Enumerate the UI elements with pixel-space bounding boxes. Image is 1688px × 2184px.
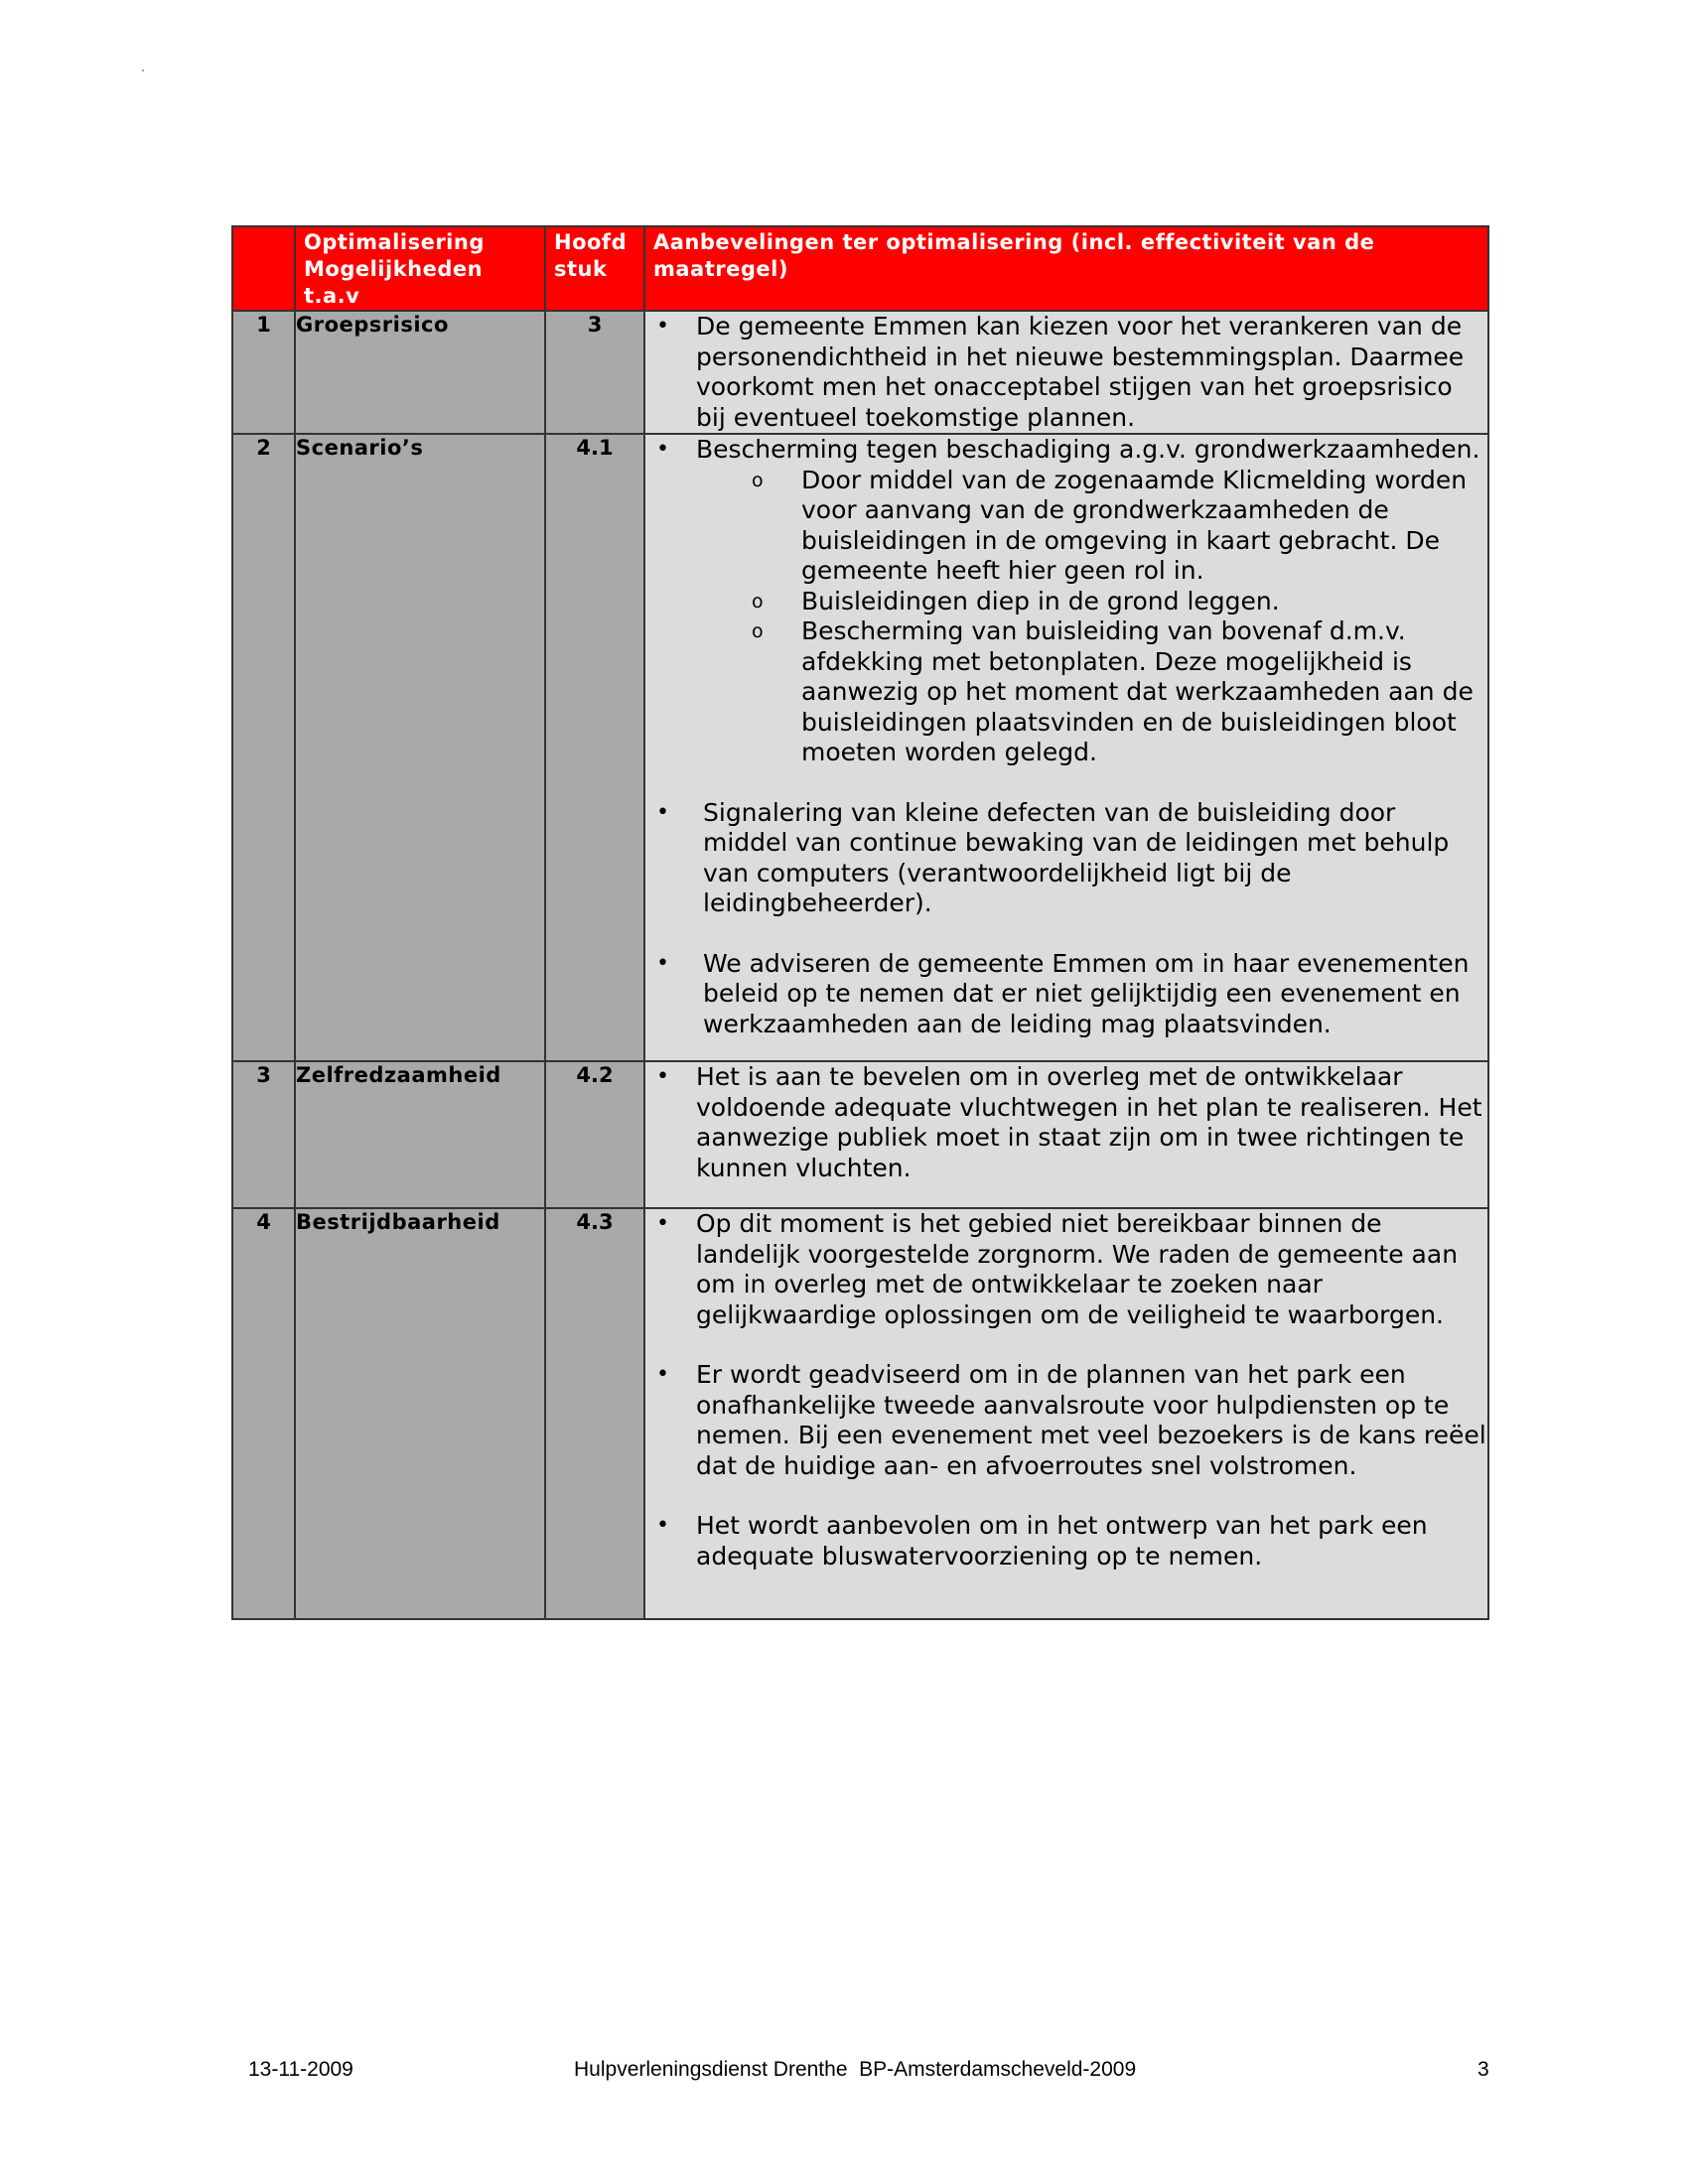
row-recommendations bbox=[644, 311, 1488, 434]
recommendations-table bbox=[231, 225, 1489, 1620]
bullet-item: • Signalering van kleine defecten van de buisleiding door middel van continue bewaking van de leidingen met behulp van computers (verantwoordelijkheid ligt bij de leidingbeheerder). bbox=[645, 798, 1487, 919]
header-number bbox=[232, 226, 295, 311]
table-header-row bbox=[232, 226, 1488, 311]
row-topic: Bestrijdbaarheid bbox=[295, 1208, 545, 1619]
row-number: 1 bbox=[232, 311, 295, 434]
sub-bullet-list bbox=[696, 466, 1487, 768]
row-recommendations bbox=[644, 1208, 1488, 1619]
row-chapter: 4.1 bbox=[545, 434, 644, 1061]
bullet-text: Bescherming tegen beschadiging a.g.v. grondwerkzaamheden. bbox=[696, 435, 1480, 464]
footer-date: 13-11-2009 bbox=[248, 2058, 353, 2081]
row-chapter: 3 bbox=[545, 311, 644, 434]
header-chapter: Hoofd stuk bbox=[545, 226, 644, 311]
row-topic: Scenario’s bbox=[295, 434, 545, 1061]
header-topic: Optimalisering Mogelijkheden t.a.v bbox=[295, 226, 545, 311]
footer-title: Hulpverleningsdienst Drenthe BP-Amsterdamscheveld-2009 bbox=[574, 2058, 1137, 2081]
row-number: 2 bbox=[232, 434, 295, 1061]
sub-bullet-item: o Bescherming van buisleiding van bovenaf d.m.v. afdekking met betonplaten. Deze mogelijkheid is aanwezig op het moment dat werkzaamheden aan de buisleidingen plaatsvinden en de buisleidingen bloot moeten worden gelegd. bbox=[696, 616, 1487, 768]
sub-bullet-item: o Buisleidingen diep in de grond leggen. bbox=[696, 587, 1487, 617]
table-row bbox=[232, 1208, 1488, 1619]
table-row bbox=[232, 311, 1488, 434]
sub-bullet-item: o Door middel van de zogenaamde Klicmelding worden voor aanvang van de grondwerkzaamheden de buisleidingen in de omgeving in kaart gebracht. De gemeente heeft hier geen rol in. bbox=[696, 466, 1487, 587]
page-speck bbox=[142, 69, 144, 71]
bullet-item: • Het is aan te bevelen om in overleg met de ontwikkelaar voldoende adequate vluchtwegen in het plan te realiseren. Het aanwezige publiek moet in staat zijn om in twee richtingen te kunnen vluchten. bbox=[645, 1062, 1487, 1183]
row-recommendations bbox=[644, 1061, 1488, 1208]
bullet-item: • Het wordt aanbevolen om in het ontwerp van het park een adequate bluswatervoorziening op te nemen. bbox=[645, 1511, 1487, 1571]
bullet-item: • Op dit moment is het gebied niet bereikbaar binnen de landelijk voorgestelde zorgnorm. We raden de gemeente aan om in overleg met de ontwikkelaar te zoeken naar gelijkwaardige oplossingen om de veiligheid te waarborgen. bbox=[645, 1209, 1487, 1330]
bullet-item: • De gemeente Emmen kan kiezen voor het verankeren van de personendichtheid in het nieuwe bestemmingsplan. Daarmee voorkomt men het onacceptabel stijgen van het groepsrisico bij eventueel toekomstige plannen. bbox=[645, 312, 1487, 433]
bullet-item: • Er wordt geadviseerd om in de plannen van het park een onafhankelijke tweede aanvalsroute voor hulpdiensten op te nemen. Bij een evenement met veel bezoekers is de kans reëel dat de huidige aan- en afvoerroutes snel volstromen. bbox=[645, 1360, 1487, 1481]
row-topic: Groepsrisico bbox=[295, 311, 545, 434]
row-recommendations bbox=[644, 434, 1488, 1061]
header-recommendations: Aanbevelingen ter optimalisering (incl. effectiviteit van de maatregel) bbox=[644, 226, 1488, 311]
row-number: 4 bbox=[232, 1208, 295, 1619]
table-row bbox=[232, 434, 1488, 1061]
bullet-item: • We adviseren de gemeente Emmen om in haar evenementen beleid op te nemen dat er niet gelijktijdig een evenement en werkzaamheden aan de leiding mag plaatsvinden. bbox=[645, 949, 1487, 1040]
row-chapter: 4.2 bbox=[545, 1061, 644, 1208]
table-row bbox=[232, 1061, 1488, 1208]
bullet-item bbox=[645, 435, 1487, 768]
row-chapter: 4.3 bbox=[545, 1208, 644, 1619]
footer-page-number: 3 bbox=[1477, 2058, 1489, 2081]
row-number: 3 bbox=[232, 1061, 295, 1208]
row-topic: Zelfredzaamheid bbox=[295, 1061, 545, 1208]
